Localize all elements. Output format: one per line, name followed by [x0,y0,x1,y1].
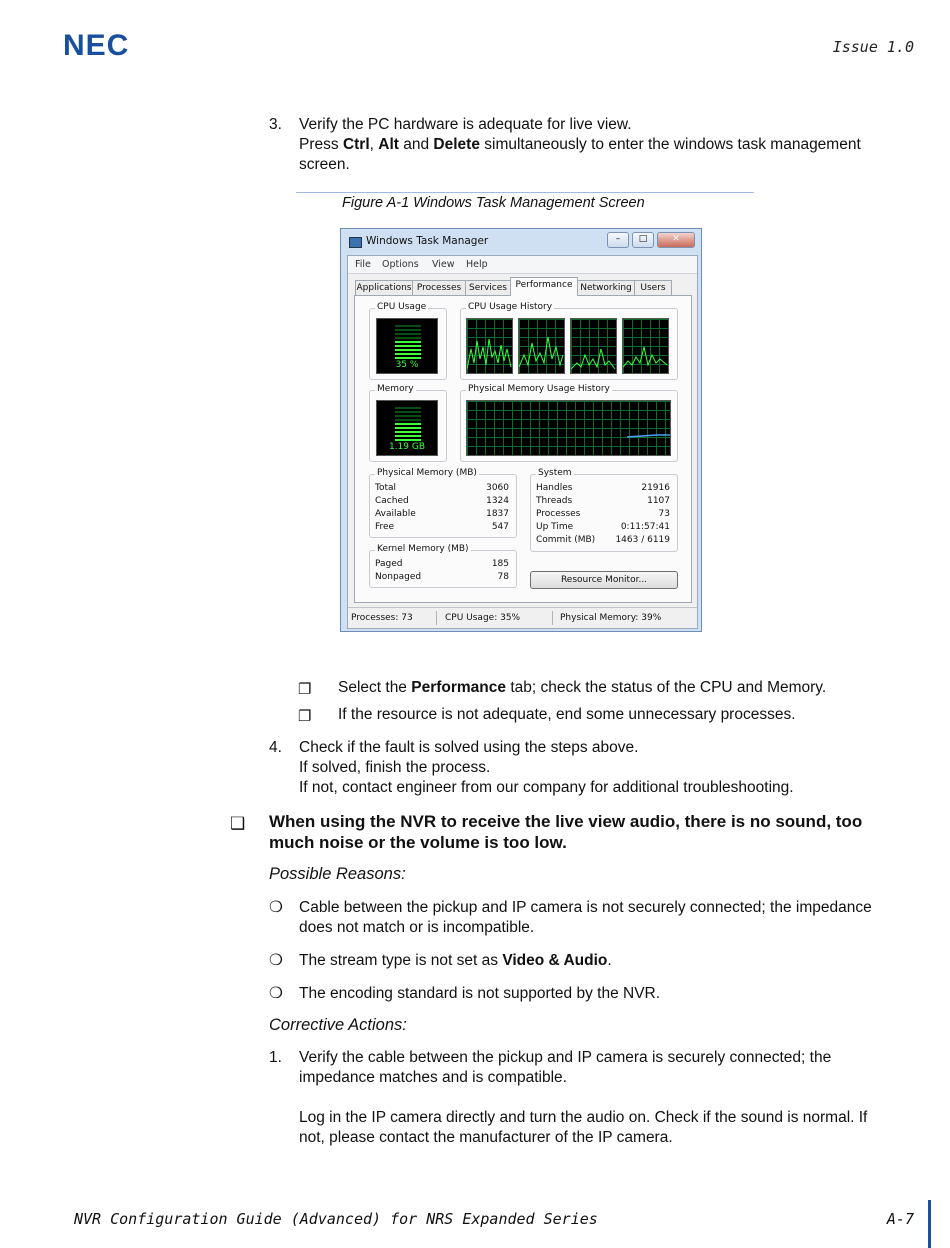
checkbox-bullet-icon: ❐ [298,708,312,725]
bullet-resource: If the resource is not adequate, end some unnecessary processes. [338,706,796,723]
physical-memory-label: Physical Memory (MB) [377,468,477,478]
memory-label: Memory [377,384,414,394]
phys-history-graph [466,400,671,456]
cpu-core-4-graph [622,318,669,374]
possible-reasons-label: Possible Reasons: [269,865,406,883]
step-3-line-1: Verify the PC hardware is adequate for live view. [299,116,632,133]
page-number: A-7 [886,1210,914,1228]
key-alt: Alt [378,136,399,153]
key-ctrl: Ctrl [342,136,370,153]
status-processes: Processes: 73 [351,613,413,623]
kernel-memory-group [369,544,517,588]
issue-heading-line-1: When using the NVR to receive the live view audio, there is no sound, too [269,812,863,831]
memory-meter [376,400,438,456]
task-manager-icon [349,237,362,248]
memory-value: 1.19 GB [388,442,426,452]
status-memory: Physical Memory: 39% [560,613,662,623]
menu-file[interactable]: File [355,259,371,270]
footer-title: NVR Configuration Guide (Advanced) for NRS Expanded Series [74,1210,598,1228]
pm-row-total: Total 3060 [375,483,509,493]
system-label: System [538,468,572,478]
tab-performance[interactable]: Performance [510,277,578,296]
step-4-line-3: If not, contact engineer from our company for additional troubleshooting. [299,779,794,796]
cpu-core-3-graph [570,318,617,374]
pm-row-available: Available 1837 [375,509,509,519]
close-button[interactable]: ✕ [657,232,695,248]
memory-group [369,384,447,462]
status-cpu: CPU Usage: 35% [445,613,521,623]
status-separator [436,611,437,625]
footer-accent-bar [928,1200,931,1248]
reason-cable-line-1: Cable between the pickup and IP camera is not securely connected; the impedance [299,899,872,916]
menu-help[interactable]: Help [466,259,488,270]
step-3-line-3: screen. [299,156,350,173]
cpu-usage-label: CPU Usage [377,302,427,312]
action-1-line-4: not, please contact the manufacturer of the IP camera. [299,1129,673,1146]
action-1-line-1: Verify the cable between the pickup and IP camera is securely connected; the [299,1049,832,1066]
cpu-history-label: CPU Usage History [468,302,553,312]
cpu-core-2-graph [518,318,565,374]
tab-applications[interactable]: Applications [355,280,413,295]
action-1-number: 1. [269,1049,282,1066]
step-4-text [299,738,919,798]
pm-row-free: Free 547 [375,522,509,532]
sys-row-handles: Handles 21916 [536,483,670,493]
tab-processes[interactable]: Processes [412,280,466,295]
performance-panel [354,295,692,603]
phys-history-group [460,384,678,462]
bullet-performance: Select the Performance tab; check the status of the CPU and Memory. [338,679,827,696]
key-delete: Delete [433,136,480,153]
checkbox-bullet-icon: ❐ [298,681,312,698]
reason-cable [299,898,929,938]
sys-row-uptime: Up Time 0:11:57:41 [536,522,670,532]
issue-heading-line-2: much noise or the volume is too low. [269,833,567,852]
issue-checkbox-icon: ❑ [230,814,246,833]
resource-monitor-button[interactable]: Resource Monitor... [530,571,678,589]
circle-bullet-icon: ❍ [269,899,283,916]
physical-memory-group [369,468,517,538]
km-row-paged: Paged 185 [375,559,509,569]
step-3-number: 3. [269,116,282,133]
status-separator [552,611,553,625]
phys-history-label: Physical Memory Usage History [468,384,610,394]
tab-networking[interactable]: Networking [577,280,635,295]
menu-options[interactable]: Options [382,259,419,270]
kernel-memory-label: Kernel Memory (MB) [377,544,469,554]
task-manager-client [347,255,698,629]
figure-caption: Figure A-1 Windows Task Management Screen [342,195,645,211]
reason-encoding: The encoding standard is not supported by the NVR. [299,985,661,1002]
menu-bar [348,256,697,274]
issue-heading [269,811,919,853]
maximize-button[interactable]: □ [632,232,654,248]
step-4-line-1: Check if the fault is solved using the steps above. [299,739,639,756]
system-group [530,468,678,552]
menu-view[interactable]: View [432,259,455,270]
step-4-number: 4. [269,739,282,756]
cpu-usage-value: 35 % [395,360,419,370]
action-1-text [299,1048,929,1148]
task-manager-window [340,228,702,632]
figure-rule [296,192,754,193]
window-title: Windows Task Manager [366,235,489,247]
pm-row-cached: Cached 1324 [375,496,509,506]
km-row-nonpaged: Nonpaged 78 [375,572,509,582]
nec-logo: NEC [63,29,130,62]
status-bar [348,607,697,628]
reason-stream-type: The stream type is not set as Video & Audio. [299,952,612,969]
minimize-button[interactable]: – [607,232,629,248]
tab-services[interactable]: Services [465,280,511,295]
step-4-line-2: If solved, finish the process. [299,759,491,776]
circle-bullet-icon: ❍ [269,952,283,969]
tab-users[interactable]: Users [634,280,672,295]
action-1-line-3: Log in the IP camera directly and turn the audio on. Check if the sound is normal. If [299,1109,868,1126]
sys-row-processes: Processes 73 [536,509,670,519]
cpu-core-1-graph [466,318,513,374]
circle-bullet-icon: ❍ [269,985,283,1002]
cpu-usage-group [369,302,447,380]
sys-row-threads: Threads 1107 [536,496,670,506]
sys-row-commit: Commit (MB) 1463 / 6119 [536,535,670,545]
step-3-line-2: Press Ctrl, Alt and Delete simultaneously to enter the windows task management [299,136,861,153]
cpu-history-group [460,302,678,380]
corrective-actions-label: Corrective Actions: [269,1016,407,1034]
reason-cable-line-2: does not match or is incompatible. [299,919,535,936]
cpu-meter [376,318,438,374]
step-3-text [299,115,919,175]
action-1-line-2: impedance matches and is compatible. [299,1069,567,1086]
issue-label: Issue 1.0 [832,38,914,56]
